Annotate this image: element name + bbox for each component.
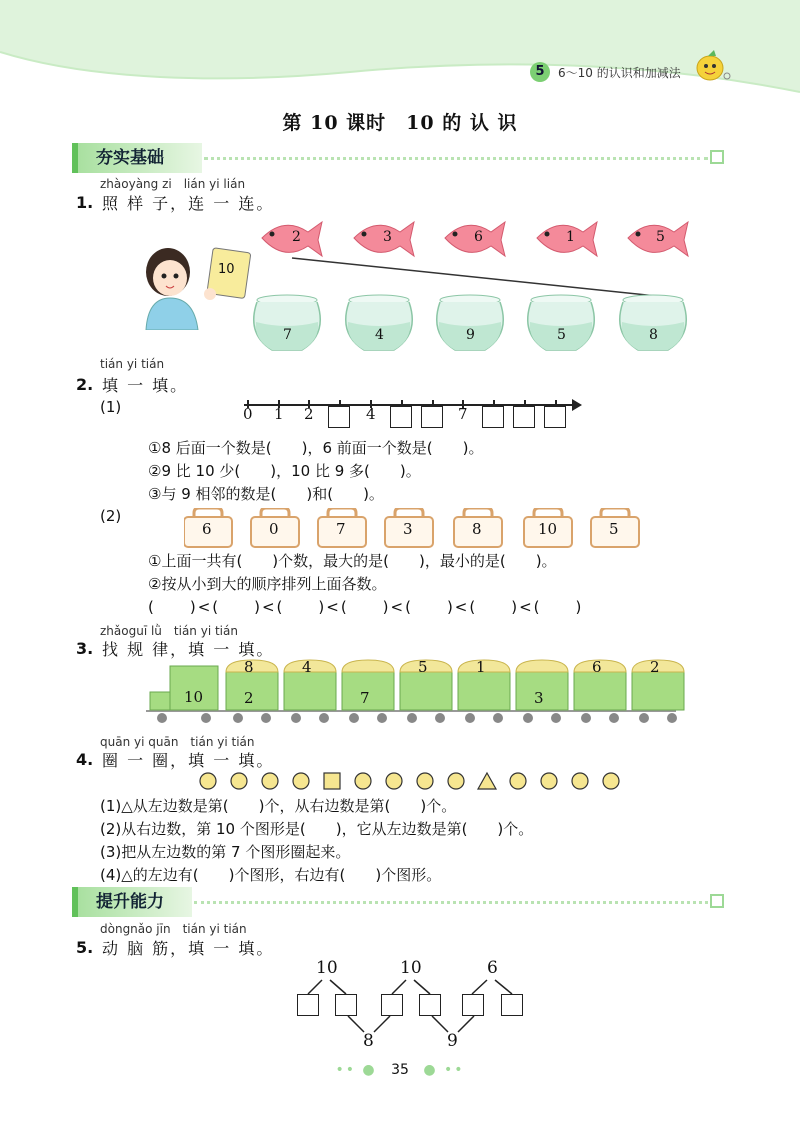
section-divider-end — [710, 894, 724, 908]
split-bottom-number: 9 — [447, 1031, 458, 1051]
bowl-number: 8 — [649, 327, 658, 343]
split-top-number: 6 — [487, 958, 498, 978]
q5-text: 动 脑 筋，填 一 填。 — [102, 939, 275, 958]
unit-title: 6～10 的认识和加减法 — [558, 66, 681, 80]
q1-pinyin: zhàoyàng zi lián yi lián — [100, 177, 246, 191]
split-bottom-number: 8 — [363, 1031, 374, 1051]
lock-number: 3 — [403, 520, 413, 538]
circle-shape — [541, 773, 557, 789]
q5-pinyin: dòngnǎo jīn tián yi tián — [100, 922, 247, 936]
circle-shape — [510, 773, 526, 789]
bowl-number: 9 — [466, 327, 475, 343]
circle-shape — [572, 773, 588, 789]
train-illustration — [146, 658, 686, 726]
car-bottom-number: 7 — [360, 689, 370, 707]
fish-number: 5 — [656, 229, 665, 245]
car-top-number: 4 — [302, 658, 312, 676]
section-advanced: 提升能力 — [72, 887, 192, 917]
circle-shape — [448, 773, 464, 789]
triangle-shape — [478, 773, 496, 789]
q2-pinyin: tián yi tián — [100, 357, 165, 371]
unit-number-badge: 5 — [530, 62, 550, 82]
car-top-number: 5 — [418, 658, 428, 676]
lock-number: 0 — [269, 520, 279, 538]
section-divider — [194, 901, 708, 904]
q2-part1-label: (1) — [100, 398, 122, 416]
q2-text: 填 一 填。 — [102, 376, 189, 395]
fish-number: 3 — [383, 229, 392, 245]
split-answer-box[interactable] — [462, 994, 484, 1016]
numberline-answer-box[interactable] — [544, 406, 566, 428]
q4-line: (2)从右边数，第 10 个图形是( )，它从左边数是第( )个。 — [100, 820, 534, 838]
fishbowl-row — [250, 294, 710, 356]
circle-shape — [200, 773, 216, 789]
q4-line: (4)△的左边有( )个图形，右边有( )个图形。 — [100, 866, 442, 884]
circle-shape — [262, 773, 278, 789]
section-basic: 夯实基础 — [72, 143, 202, 173]
lock-number: 6 — [202, 520, 212, 538]
bowl-number: 7 — [283, 327, 292, 343]
q2-part2-label: (2) — [100, 507, 122, 525]
fish-number: 1 — [566, 229, 575, 245]
circle-shape — [603, 773, 619, 789]
numberline-answer-box[interactable] — [328, 406, 350, 428]
split-top-number: 10 — [400, 958, 422, 978]
lock-number: 5 — [609, 520, 619, 538]
numberline-label: 4 — [366, 405, 376, 423]
numberline-label: 0 — [243, 405, 253, 423]
shape-row — [198, 770, 628, 792]
lock-number: 7 — [336, 520, 346, 538]
car-top-number: 6 — [592, 658, 602, 676]
numberline-label: 2 — [304, 405, 314, 423]
q1-text: 照 样 子，连 一 连。 — [102, 194, 275, 213]
fish-number: 6 — [474, 229, 483, 245]
q2-p2-line: ①上面一共有( )个数，最大的是( )，最小的是( )。 — [148, 552, 557, 570]
car-bottom-number: 3 — [534, 689, 544, 707]
page-number-area — [0, 1062, 800, 1078]
q3-number: 3. — [76, 639, 94, 658]
split-answer-box[interactable] — [419, 994, 441, 1016]
lesson-title: 第 10 课时 10 的 认 识 — [282, 112, 518, 134]
lock-row — [184, 508, 644, 548]
circle-shape — [417, 773, 433, 789]
circle-shape — [355, 773, 371, 789]
q4-line: (1)△从左边数是第( )个，从右边数是第( )个。 — [100, 797, 457, 815]
split-top-number: 10 — [316, 958, 338, 978]
q2-p1-line: ③与 9 相邻的数是( )和( )。 — [148, 485, 384, 503]
numberline-answer-box[interactable] — [421, 406, 443, 428]
q3-text: 找 规 律，填 一 填。 — [102, 640, 275, 659]
q4-number: 4. — [76, 750, 94, 769]
car-bottom-number: 2 — [244, 689, 254, 707]
q4-pinyin: quān yi quān tián yi tián — [100, 735, 255, 749]
engine-number: 10 — [184, 688, 204, 706]
q4-line: (3)把从左边数的第 7 个图形圈起来。 — [100, 843, 351, 861]
decor-dots-left: •• ● — [335, 1062, 377, 1078]
circle-shape — [293, 773, 309, 789]
page-number: 35 — [391, 1062, 409, 1078]
lock-number: 8 — [472, 520, 482, 538]
circle-shape — [386, 773, 402, 789]
arrow-right-icon — [572, 399, 582, 411]
circle-shape — [231, 773, 247, 789]
q1-number: 1. — [76, 193, 94, 212]
split-answer-box[interactable] — [501, 994, 523, 1016]
numberline-answer-box[interactable] — [482, 406, 504, 428]
bowl-number: 4 — [375, 327, 384, 343]
q3-pinyin: zhǎoguī lǜ tián yi tián — [100, 624, 238, 638]
order-blanks: ( )<( )<( )<( )<( )<( )<( ) — [148, 598, 584, 616]
numberline-label: 1 — [274, 405, 284, 423]
q5-number: 5. — [76, 938, 94, 957]
q2-p1-line: ①8 后面一个数是( )，6 前面一个数是( )。 — [148, 439, 484, 457]
car-top-number: 1 — [476, 658, 486, 676]
fish-number: 2 — [292, 229, 301, 245]
numberline-answer-box[interactable] — [513, 406, 535, 428]
q2-p2-line: ②按从小到大的顺序排列上面各数。 — [148, 575, 387, 593]
lock-number: 10 — [538, 520, 558, 538]
bowl-number: 5 — [557, 327, 566, 343]
split-answer-box[interactable] — [297, 994, 319, 1016]
split-answer-box[interactable] — [335, 994, 357, 1016]
q2-p1-line: ②9 比 10 少( )，10 比 9 多( )。 — [148, 462, 421, 480]
numberline-answer-box[interactable] — [390, 406, 412, 428]
decor-dots-right: ● •• — [423, 1062, 465, 1078]
split-answer-box[interactable] — [381, 994, 403, 1016]
car-top-number: 8 — [244, 658, 254, 676]
numberline-label: 7 — [458, 405, 468, 423]
q2-number: 2. — [76, 375, 94, 394]
q4-text: 圈 一 圈，填 一 填。 — [102, 751, 275, 770]
car-top-number: 2 — [650, 658, 660, 676]
square-shape — [324, 773, 340, 789]
q1-card-number: 10 — [218, 262, 235, 277]
